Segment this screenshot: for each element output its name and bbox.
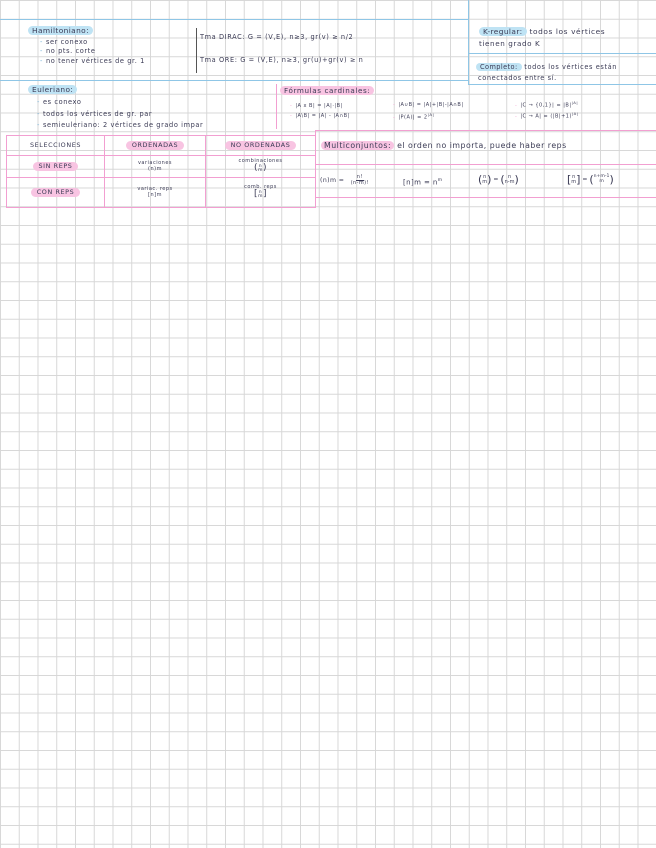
kregular-label: K-regular:	[479, 27, 527, 36]
hamiltoniano-divider	[196, 28, 197, 73]
euleriano-item: - semieuleriano: 2 vértices de grado impar	[37, 121, 204, 129]
euleriano-top-rule-right	[468, 84, 656, 85]
dirac-theorem: Tma DIRAC: G = (V,E), n≥3, gr(v) ≥ n/2	[200, 33, 354, 41]
formulas-left-rule	[276, 84, 277, 129]
euleriano-title: Euleriano:	[28, 85, 77, 94]
table-variaciones-reps: variac. reps [n]m	[137, 186, 173, 198]
multi-top-rule	[315, 130, 656, 131]
multi-mid-rule	[315, 164, 656, 165]
kregular-line2: tienen grado K	[479, 39, 541, 48]
hamiltoniano-item: - ser conexo	[40, 38, 88, 46]
table-header-ordenadas: ORDENADAS	[105, 136, 205, 155]
multiconjuntos-line: Multiconjuntos: el orden no importa, puede haber reps	[321, 141, 567, 150]
multiconjuntos-label: Multiconjuntos:	[321, 141, 394, 150]
formula-variaciones-reps: $[n]m = n^m$	[403, 178, 443, 187]
table-variaciones: variaciones (n)m	[137, 160, 173, 172]
multi-bottom-rule	[315, 197, 656, 198]
table-row-sin-reps: SIN REPS	[7, 156, 104, 177]
ore-theorem: Tma ORE: G = (V,E), n≥3, gr(u)+gr(v) ≥ n	[200, 56, 364, 64]
hamiltoniano-item: - no tener vértices de gr. 1	[40, 57, 145, 65]
hamiltoniano-title: Hamiltoniano:	[28, 26, 93, 35]
completo-line1: Completo: todos los vértices están	[476, 63, 617, 71]
formula-variaciones: (n)m = $\frac{n!}{(n-m)!}$	[320, 174, 369, 186]
table-combinaciones: combinaciones ( n m )	[238, 158, 283, 174]
table-row-con-reps: CON REPS	[7, 178, 104, 207]
top-blue-rule	[0, 19, 468, 20]
euleriano-top-rule	[0, 80, 468, 81]
hamiltoniano-item: - no pts. corte	[40, 47, 96, 55]
formulas-title: Fórmulas cardinales:	[280, 86, 374, 95]
formula-multiconjuntos: [ n m ] = ( n+m-1 m )	[567, 173, 614, 186]
euleriano-item: - es conexo	[37, 98, 82, 106]
formula-union: - |A∪B| = |A|+|B|-|A∩B|	[393, 102, 464, 108]
formula-cartesian: - |A x B| = |A|·|B|	[290, 103, 343, 109]
table-header-no-ordenadas: NO ORDENADAS	[206, 136, 315, 155]
formula-combinaciones: ( n m ) = ( n n-m )	[478, 173, 519, 186]
formula-functions: - $|C \to A| = (|B|+1)^{|A|}$	[515, 111, 579, 120]
table-combinaciones-reps: comb. reps [ n m ]	[244, 184, 277, 200]
kregular-box-mid	[468, 53, 656, 54]
kregular-line1: K-regular: todos los vértices	[479, 27, 605, 36]
formula-difference: - |A\B| = |A| - |A∩B|	[290, 113, 350, 119]
table-bottom-rule	[6, 207, 315, 208]
euleriano-item: - todos los vértices de gr. par	[37, 110, 153, 118]
completo-label: Completo:	[476, 63, 522, 71]
table-corner: SELECCIONES	[29, 141, 81, 150]
completo-line2: conectados entre sí.	[478, 74, 557, 82]
formula-powerset: - $|P(A)| = 2^{|A|}$	[393, 112, 435, 121]
formula-functions-01: - $|C \to \{0,1\}| = |B|^{|A|}$	[515, 100, 579, 109]
kregular-box-left	[468, 0, 469, 84]
